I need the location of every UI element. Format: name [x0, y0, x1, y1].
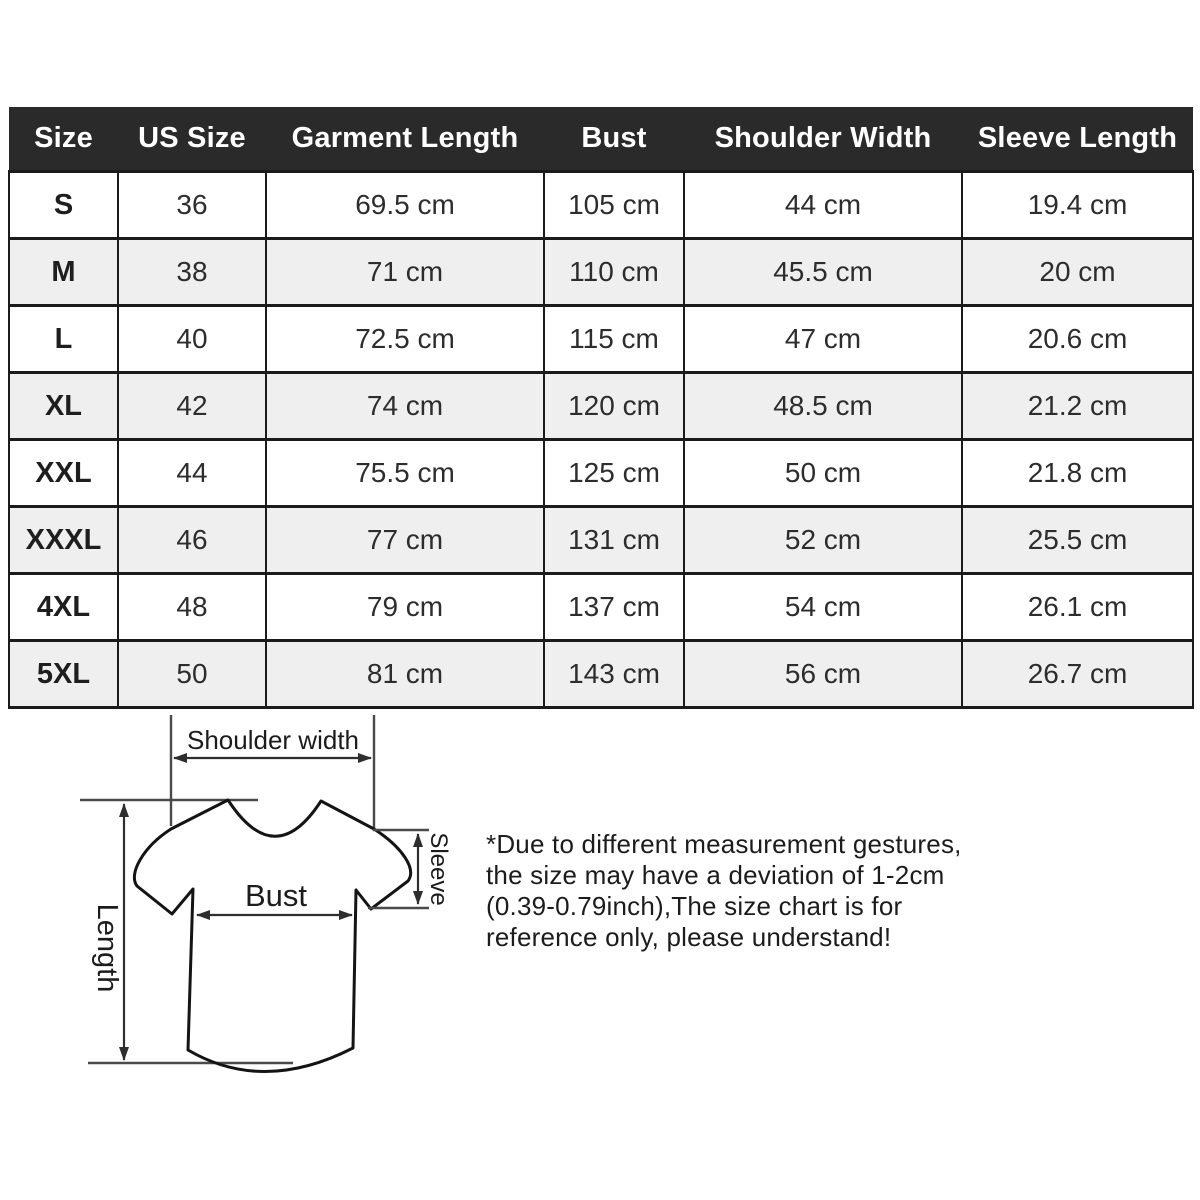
note-line: the size may have a deviation of 1-2cm — [486, 860, 945, 890]
bust-cell: 143 cm — [544, 641, 684, 708]
garment-length-cell: 77 cm — [266, 507, 544, 574]
table-row-xxxl — [9, 507, 1193, 574]
size-cell: XXXL — [9, 507, 118, 574]
length-label: Length — [91, 903, 123, 993]
table-row-4xl — [9, 574, 1193, 641]
note-line: *Due to different measurement gestures, — [486, 829, 962, 859]
us-size-cell: 36 — [118, 172, 266, 239]
sleeve-length-cell: 25.5 cm — [962, 507, 1193, 574]
garment-length-cell: 81 cm — [266, 641, 544, 708]
garment-length-cell: 72.5 cm — [266, 306, 544, 373]
sleeve-length-cell: 20 cm — [962, 239, 1193, 306]
sleeve-length-cell: 26.1 cm — [962, 574, 1193, 641]
table-row-5xl — [9, 641, 1193, 708]
garment-length-cell: 69.5 cm — [266, 172, 544, 239]
garment-length-cell: 71 cm — [266, 239, 544, 306]
shoulder-width-cell: 44 cm — [684, 172, 962, 239]
us-size-cell: 46 — [118, 507, 266, 574]
sleeve-length-cell: 21.8 cm — [962, 440, 1193, 507]
col-header-size: Size — [9, 107, 118, 172]
shoulder-width-cell: 54 cm — [684, 574, 962, 641]
table-row-xl — [9, 373, 1193, 440]
bust-cell: 110 cm — [544, 239, 684, 306]
us-size-cell: 48 — [118, 574, 266, 641]
bust-cell: 105 cm — [544, 172, 684, 239]
bust-cell: 125 cm — [544, 440, 684, 507]
garment-length-cell: 75.5 cm — [266, 440, 544, 507]
sleeve-label: Sleeve — [425, 832, 452, 906]
shoulder-width-label: Shoulder width — [187, 725, 359, 755]
size-cell: M — [9, 239, 118, 306]
shoulder-width-cell: 45.5 cm — [684, 239, 962, 306]
col-header-sleeve-length: Sleeve Length — [962, 107, 1193, 172]
note-line: reference only, please understand! — [486, 922, 892, 952]
table-row-l — [9, 306, 1193, 373]
col-header-garment-length: Garment Length — [266, 107, 544, 172]
us-size-cell: 40 — [118, 306, 266, 373]
tshirt-measurement-diagram — [60, 700, 480, 1110]
tshirt-outline — [134, 800, 410, 1072]
bust-cell: 137 cm — [544, 574, 684, 641]
size-cell: S — [9, 172, 118, 239]
bust-ruler — [197, 878, 352, 915]
bust-cell: 115 cm — [544, 306, 684, 373]
us-size-cell: 38 — [118, 239, 266, 306]
garment-length-cell: 74 cm — [266, 373, 544, 440]
size-cell: XL — [9, 373, 118, 440]
table-row-m — [9, 239, 1193, 306]
bust-label: Bust — [244, 878, 308, 913]
sleeve-length-cell: 26.7 cm — [962, 641, 1193, 708]
table-row-xxl — [9, 440, 1193, 507]
bust-cell: 120 cm — [544, 373, 684, 440]
us-size-cell: 50 — [118, 641, 266, 708]
size-cell: L — [9, 306, 118, 373]
us-size-cell: 42 — [118, 373, 266, 440]
shoulder-width-cell: 52 cm — [684, 507, 962, 574]
shoulder-width-cell: 56 cm — [684, 641, 962, 708]
col-header-us-size: US Size — [118, 107, 266, 172]
garment-length-cell: 79 cm — [266, 574, 544, 641]
col-header-shoulder-width: Shoulder Width — [684, 107, 962, 172]
us-size-cell: 44 — [118, 440, 266, 507]
col-header-bust: Bust — [544, 107, 684, 172]
size-cell: XXL — [9, 440, 118, 507]
table-header-row — [9, 107, 1193, 172]
size-cell: 5XL — [9, 641, 118, 708]
length-ruler — [80, 800, 293, 1063]
shoulder-width-cell: 50 cm — [684, 440, 962, 507]
measurement-note — [486, 829, 1026, 953]
shoulder-width-cell: 47 cm — [684, 306, 962, 373]
sleeve-length-cell: 21.2 cm — [962, 373, 1193, 440]
size-cell: 4XL — [9, 574, 118, 641]
table-row-s — [9, 172, 1193, 239]
bust-cell: 131 cm — [544, 507, 684, 574]
sleeve-length-cell: 20.6 cm — [962, 306, 1193, 373]
size-chart-table — [8, 107, 1194, 709]
sleeve-length-cell: 19.4 cm — [962, 172, 1193, 239]
note-line: (0.39-0.79inch),The size chart is for — [486, 891, 903, 921]
shoulder-width-cell: 48.5 cm — [684, 373, 962, 440]
